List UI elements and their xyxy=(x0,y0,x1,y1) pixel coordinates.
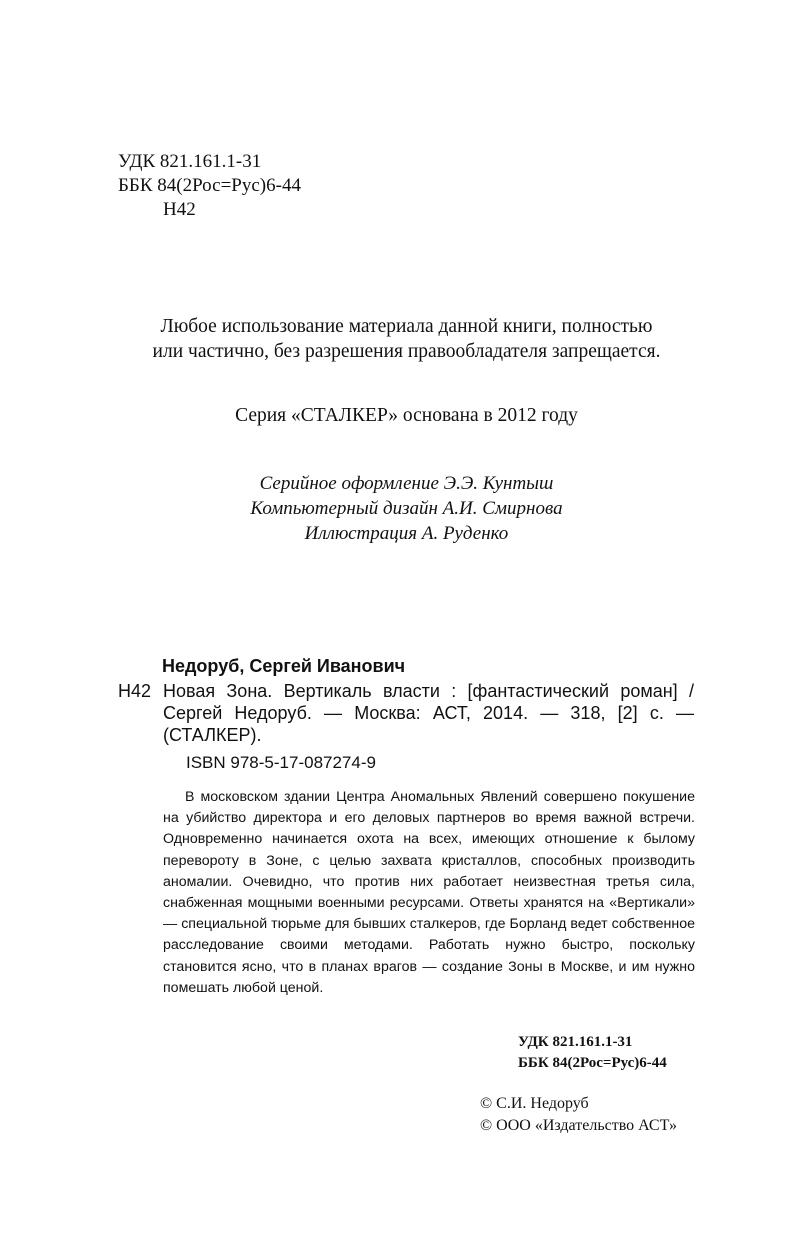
author-copyright: © С.И. Недоруб xyxy=(480,1095,589,1112)
copyright-notice-line-2: или частично, без разрешения правообладателя запрещается. xyxy=(152,341,661,362)
catalog-author: Недоруб, Сергей Иванович xyxy=(162,656,406,676)
bbk-code: ББК 84(2Рос=Рус)6-44 xyxy=(118,175,301,196)
classification-codes-top xyxy=(118,150,301,222)
publisher-copyright: © ООО «Издательство АСТ» xyxy=(480,1117,677,1134)
classification-codes-bottom xyxy=(518,1032,667,1074)
illustration-credit: Иллюстрация А. Руденко xyxy=(304,523,509,544)
book-annotation: В московском здании Центра Аномальных Явлений совершено покушение на убийство директора и его деловых партнеров во время важной встречи. Одновременно начинается охота на всех, имеющих отношение к былому перевороту в Зоне, с целью захвата кристаллов, способных производить аномалии. Очевидно, что против них работает неизвестная третья сила, снабженная мощными военными ресурсами. Ответы хранятся на «Вертикали» — специальной тюрьме для бывших сталкеров, где Борланд ведет собственное расследование своими методами. Работать нужно быстро, поскольку становится ясно, что в планах врагов — создание Зоны в Москве, и им нужно помешать любой ценой. xyxy=(163,789,695,996)
author-mark: Н42 xyxy=(163,199,196,220)
catalog-code: Н42 xyxy=(118,681,152,701)
catalog-description: Новая Зона. Вертикаль власти : [фантастический роман] / Сергей Недоруб. — Москва: АСТ, 2014. — 318, [2] с. — (СТАЛКЕР). xyxy=(163,681,694,745)
copyright-holders xyxy=(480,1093,677,1137)
design-credits xyxy=(60,471,753,546)
udk-code: УДК 821.161.1-31 xyxy=(118,151,262,172)
copyright-notice xyxy=(60,314,753,364)
computer-design-credit: Компьютерный дизайн А.И. Смирнова xyxy=(250,498,563,519)
copyright-notice-line-1: Любое использование материала данной книги, полностью xyxy=(160,316,653,337)
bbk-code-bottom: ББК 84(2Рос=Рус)6-44 xyxy=(518,1055,667,1071)
series-design-credit: Серийное оформление Э.Э. Кунтыш xyxy=(259,473,554,494)
isbn: ISBN 978-5-17-087274-9 xyxy=(186,753,376,772)
udk-code-bottom: УДК 821.161.1-31 xyxy=(518,1034,633,1050)
series-note: Серия «СТАЛКЕР» основана в 2012 году xyxy=(235,405,578,426)
